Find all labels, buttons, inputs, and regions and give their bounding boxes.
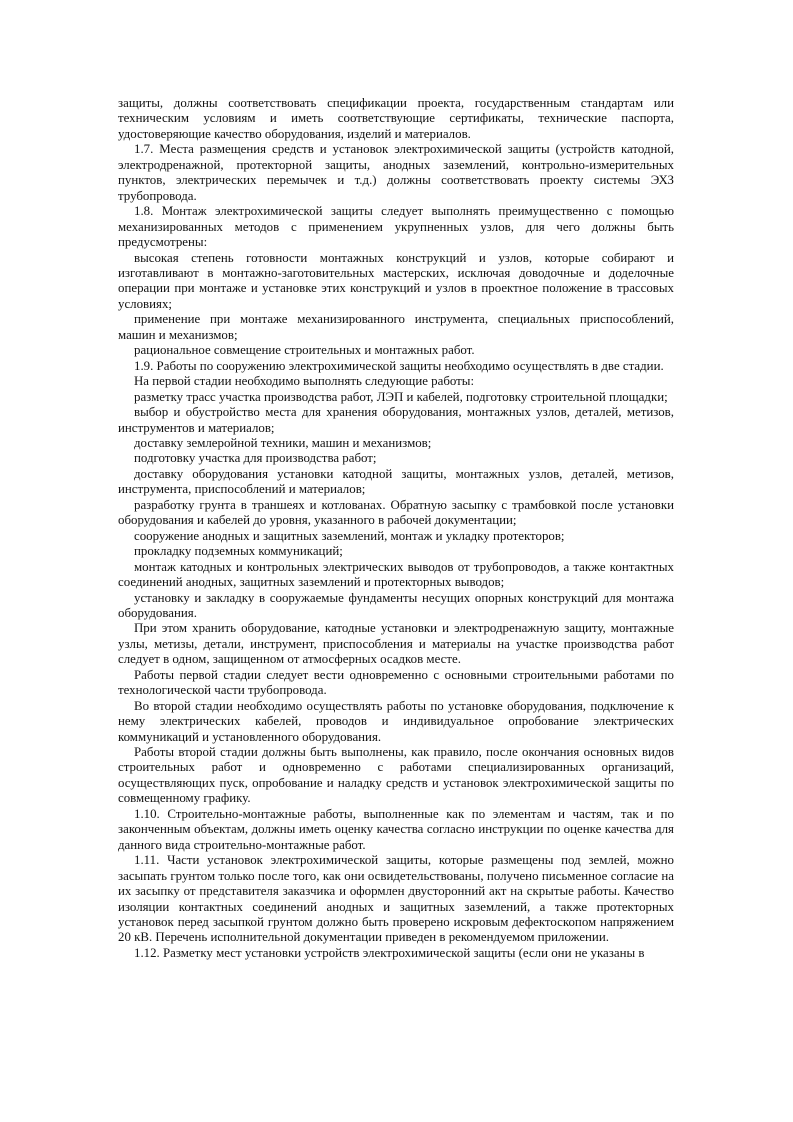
paragraph-1-11: 1.11. Части установок электрохимической защиты, которые размещены под землей, можно засыпать грунтом только после того, как они освидетельствованы, получено письменное согласие на их засыпку от представителя заказчика и оформлен двусторонний акт на скрытые работы. Качество изоляции контактных соединений анодных и защитных заземлений, а также протекторных установок перед засыпкой грунтом должно быть проверено искровым дефектоскопом напряжением 20 кВ. Перечень исполнительной документации приведен в рекомендуемом приложении.: [118, 853, 674, 945]
list-item: разработку грунта в траншеях и котлованах. Обратную засыпку с трамбовкой после установки оборудования и кабелей до уровня, указанного в рабочей документации;: [118, 497, 674, 528]
document-body: [118, 96, 674, 961]
list-item: выбор и обустройство места для хранения оборудования, монтажных узлов, деталей, метизов, инструментов и материалов;: [118, 405, 674, 435]
paragraph: При этом хранить оборудование, катодные установки и электродренажную защиту, монтажные узлы, метизы, детали, инструмент, приспособления и материалы на участке производства работ следует в одном, защищенном от атмосферных осадков месте.: [118, 621, 674, 667]
list-item: установку и закладку в сооружаемые фундаменты несущих опорных конструкций для монтажа оборудования.: [118, 590, 674, 620]
list-item: прокладку подземных коммуникаций;: [134, 544, 343, 559]
list-item: доставку оборудования установки катодной защиты, монтажных узлов, деталей, метизов, инструмента, приспособлений и материалов;: [118, 466, 674, 497]
list-item: высокая степень готовности монтажных конструкций и узлов, которые собирают и изготавливают в монтажно-заготовительных мастерских, исключая доводочные и доделочные операции при монтаже и установке этих конструкций и узлов в проектное положение в трассовых условиях;: [118, 250, 674, 311]
paragraph: Работы второй стадии должны быть выполнены, как правило, после окончания основных видов строительных работ и одновременно с работами специализированных организаций, осуществляющих пуск, опробование и наладку средств и установок электрохимической защиты по совмещенному графику.: [118, 745, 674, 806]
paragraph-1-8: 1.8. Монтаж электрохимической защиты следует выполнять преимущественно с помощью механизированных методов с применением укрупненных узлов, для чего должны быть предусмотрены:: [118, 204, 674, 250]
paragraph: Во второй стадии необходимо осуществлять работы по установке оборудования, подключение к нему электрических кабелей, проводов и индивидуальное опробование электрических коммуникаций и установленного оборудования.: [118, 698, 674, 744]
list-item: рациональное совмещение строительных и монтажных работ.: [134, 343, 475, 358]
paragraph-1-12: 1.12. Разметку мест установки устройств электрохимической защиты (если они не указаны в: [134, 945, 645, 960]
paragraph-1-7: 1.7. Места размещения средств и установок электрохимической защиты (устройств катодной, электродренажной, протекторной защиты, анодных заземлений, контрольно-измерительных пунктов, электрических перемычек и т.д.) должны соответствовать проекту системы ЭХЗ трубопровода.: [118, 142, 674, 203]
list-item: сооружение анодных и защитных заземлений, монтаж и укладку протекторов;: [134, 528, 565, 543]
list-item: применение при монтаже механизированного инструмента, специальных приспособлений, машин и механизмов;: [118, 312, 674, 342]
list-item: монтаж катодных и контрольных электрических выводов от трубопроводов, а также контактных соединений анодных, защитных заземлений и протекторных выводов;: [118, 559, 674, 590]
paragraph-1-9: 1.9. Работы по сооружению электрохимической защиты необходимо осуществлять в две стадии.: [134, 358, 664, 373]
paragraph-continuation: защиты, должны соответствовать спецификации проекта, государственным стандартам или техническим условиям и иметь соответствующие сертификаты, технические паспорта, удостоверяющие качество оборудования, изделий и материалов.: [118, 96, 674, 141]
list-item: подготовку участка для производства работ;: [134, 451, 377, 466]
paragraph: Работы первой стадии следует вести одновременно с основными строительными работами по технологической части трубопровода.: [118, 667, 674, 698]
paragraph: На первой стадии необходимо выполнять следующие работы:: [134, 374, 475, 389]
list-item: разметку трасс участка производства работ, ЛЭП и кабелей, подготовку строительной площадки;: [134, 389, 668, 404]
paragraph-1-10: 1.10. Строительно-монтажные работы, выполненные как по элементам и частям, так и по законченным объектам, должны иметь оценку качества согласно инструкции по оценке качества для данного вида строительно-монтажные работ.: [118, 806, 674, 852]
list-item: доставку землеройной техники, машин и механизмов;: [134, 435, 432, 450]
